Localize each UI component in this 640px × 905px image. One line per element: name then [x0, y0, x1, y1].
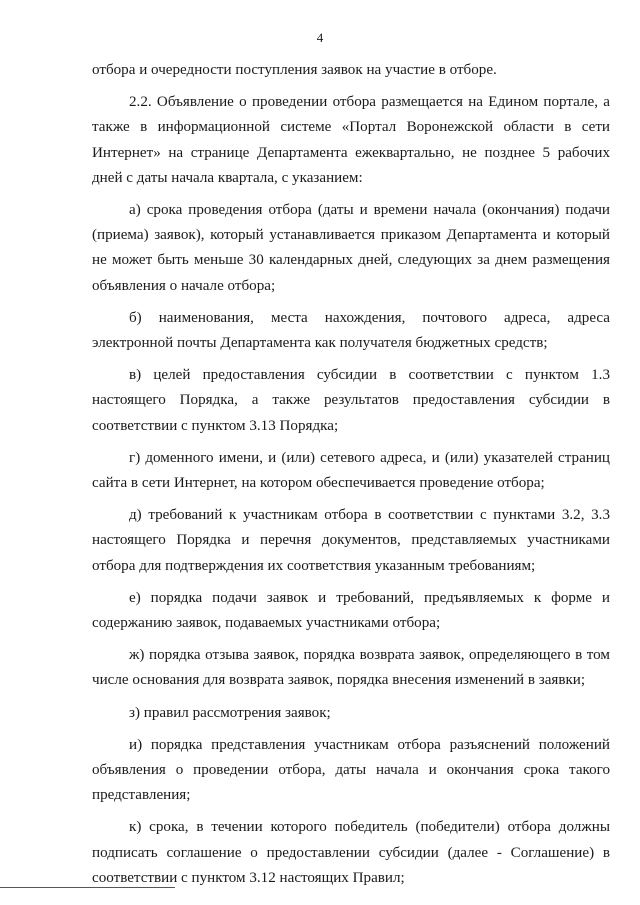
paragraph-item-g: г) доменного имени, и (или) сетевого адреса, и (или) указателей страниц сайта в сети Интернет, на котором обеспечивается проведение отбора;	[92, 449, 610, 492]
paragraph-item-b: б) наименования, места нахождения, почтового адреса, адреса электронной почты Департамента как получателя бюджетных средств;	[92, 309, 610, 352]
paragraph-section-2-2: 2.2. Объявление о проведении отбора размещается на Едином портале, а также в информационной системе «Портал Воронежской области в сети Интернет» на странице Департамента ежеквартально, не позднее 5 рабочих дней с даты начала квартала, с указанием:	[92, 94, 610, 186]
paragraph-item-a: а) срока проведения отбора (даты и времени начала (окончания) подачи (приема) заявок), который устанавливается приказом Департамента и который не может быть меньше 30 календарных дней, следующих за днем размещения объявления о начале отбора;	[92, 202, 610, 294]
footer-divider	[0, 887, 175, 888]
paragraph-item-i: и) порядка представления участникам отбора разъяснений положений объявления о проведении отбора, даты начала и окончания срока такого представления;	[92, 736, 610, 804]
paragraph-continuation: отбора и очередности поступления заявок на участие в отборе.	[92, 62, 497, 78]
paragraph-item-e: е) порядка подачи заявок и требований, предъявляемых к форме и содержанию заявок, подаваемых участниками отбора;	[92, 589, 610, 632]
paragraph-item-v: в) целей предоставления субсидии в соответствии с пунктом 1.3 настоящего Порядка, а также результатов предоставления субсидии в соответствии с пунктом 3.13 Порядка;	[92, 367, 610, 434]
paragraph-item-k: к) срока, в течении которого победитель (победители) отбора должны подписать соглашение о предоставлении субсидии (далее - Соглашение) в соответствии с пунктом 3.12 настоящих Правил;	[92, 819, 610, 886]
paragraph-item-z: з) правил рассмотрения заявок;	[129, 704, 331, 721]
page-number: 4	[316, 30, 324, 45]
paragraph-item-d: д) требований к участникам отбора в соответствии с пунктами 3.2, 3.3 настоящего Порядка и перечня документов, представляемых участниками отбора для подтверждения их соответствия указанным требованиям;	[92, 507, 610, 574]
document-body	[92, 58, 610, 891]
paragraph-item-zh: ж) порядка отзыва заявок, порядка возврата заявок, определяющего в том числе основания для возврата заявок, порядка внесения изменений в заявки;	[92, 647, 610, 689]
